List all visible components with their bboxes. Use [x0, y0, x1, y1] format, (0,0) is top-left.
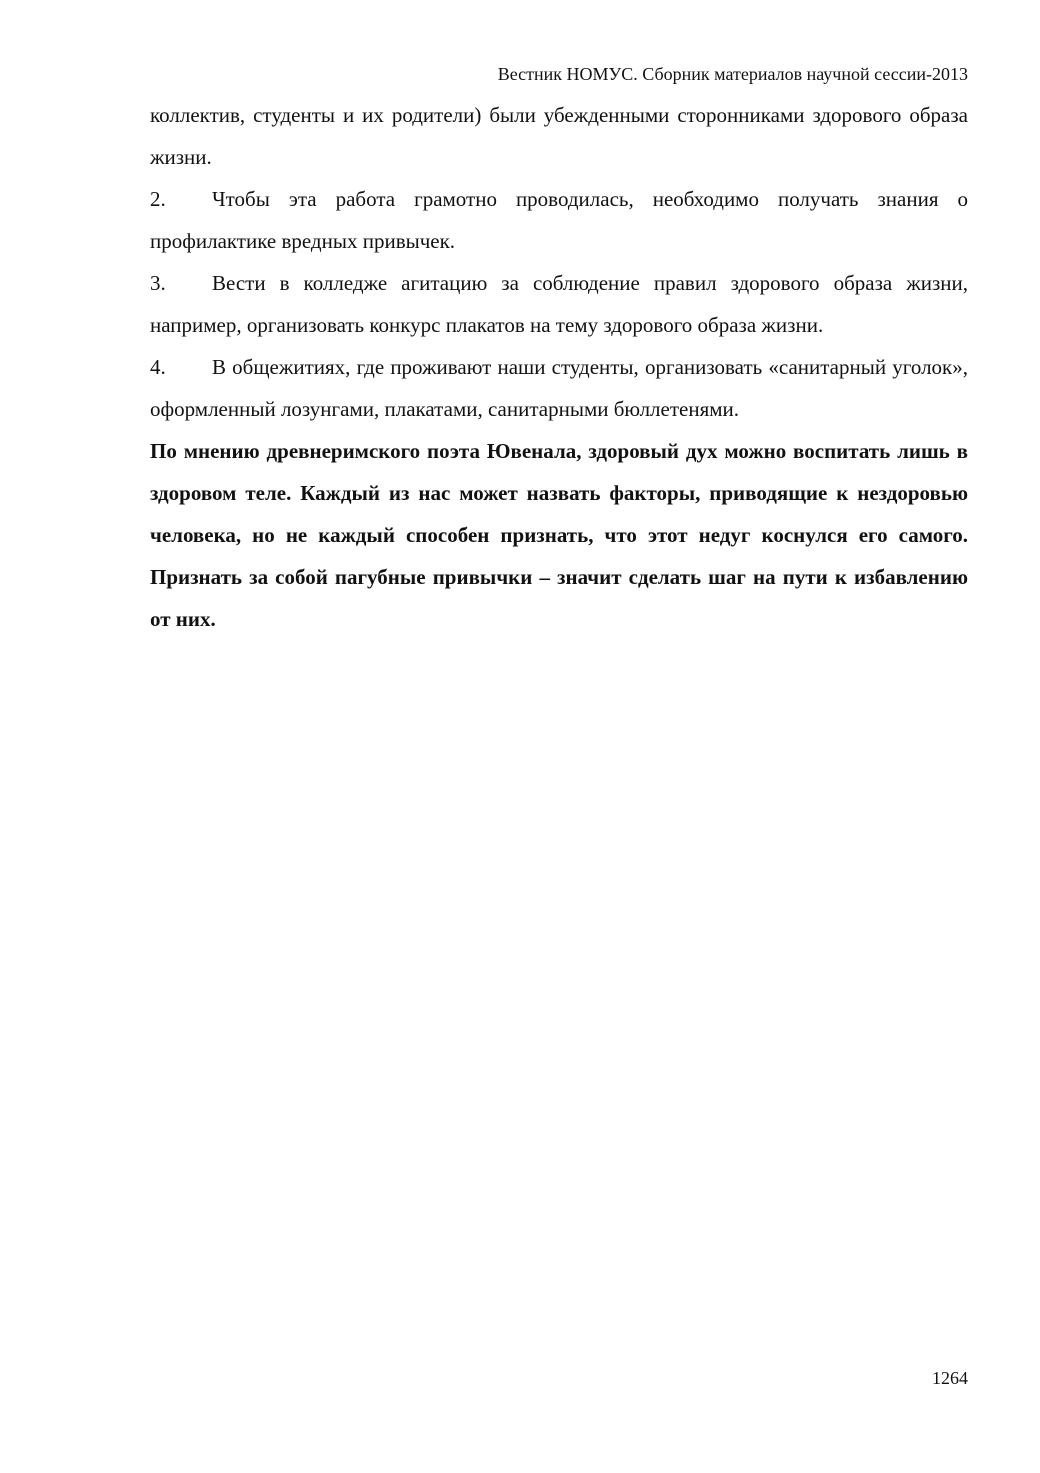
body-text	[150, 94, 968, 640]
running-header: Вестник НОМУС. Сборник материалов научной сессии-2013	[497, 64, 968, 84]
list-number: 4.	[150, 355, 166, 379]
list-item-4	[150, 346, 968, 430]
list-item-text: Вести в колледже агитацию за соблюдение правил здорового образа жизни, например, организовать конкурс плакатов на тему здорового образа жизни.	[150, 271, 968, 337]
conclusion-paragraph: По мнению древнеримского поэта Ювенала, здоровый дух можно воспитать лишь в здоровом теле. Каждый из нас может назвать факторы, приводящие к нездоровью человека, но не каждый способен признать, что этот недуг коснулся его самого. Признать за собой пагубные привычки – значит сделать шаг на пути к избавлению от них.	[150, 439, 968, 631]
continuation-paragraph: коллектив, студенты и их родители) были убежденными сторонниками здорового образа жизни.	[150, 103, 968, 169]
list-number: 3.	[150, 271, 166, 295]
list-item-text: В общежитиях, где проживают наши студенты, организовать «санитарный уголок», оформленный лозунгами, плакатами, санитарными бюллетенями.	[150, 355, 968, 421]
list-item-3	[150, 262, 968, 346]
list-item-text: Чтобы эта работа грамотно проводилась, необходимо получать знания о профилактике вредных привычек.	[150, 187, 968, 253]
list-number: 2.	[150, 187, 166, 211]
page-number: 1264	[932, 1368, 968, 1388]
list-item-2	[150, 178, 968, 262]
